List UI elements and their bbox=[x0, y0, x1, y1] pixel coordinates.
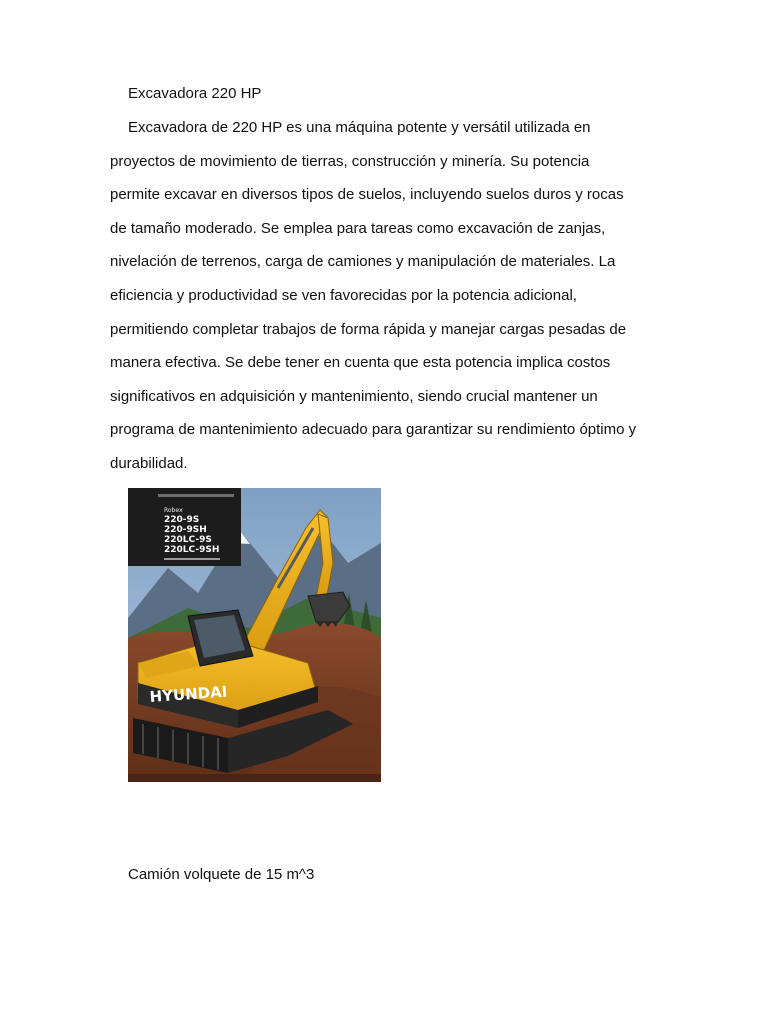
section-title-excavator: Excavadora 220 HP bbox=[128, 85, 262, 102]
paragraph-line: nivelación de terrenos, carga de camiones y manipulación de materiales. La bbox=[110, 253, 616, 271]
excavator-description bbox=[110, 118, 670, 488]
brand-label: HYUNDAI bbox=[149, 682, 228, 706]
paragraph-line: de tamaño moderado. Se emplea para tareas como excavación de zanjas, bbox=[110, 219, 606, 237]
model-label: 220LC-9S bbox=[164, 535, 212, 545]
paragraph-line: manera efectiva. Se debe tener en cuenta que esta potencia implica costos bbox=[110, 354, 611, 372]
paragraph-line: significativos en adquisición y mantenimiento, siendo crucial mantener un bbox=[110, 387, 598, 405]
paragraph-line: programa de mantenimiento adecuado para garantizar su rendimiento óptimo y bbox=[110, 421, 637, 439]
series-label: Robex bbox=[164, 507, 183, 514]
paragraph-line: Excavadora de 220 HP es una máquina potente y versátil utilizada en bbox=[128, 119, 591, 136]
paragraph-line: durabilidad. bbox=[110, 454, 188, 472]
model-label: 220LC-9SH bbox=[164, 545, 220, 555]
model-label: 220-9S bbox=[164, 515, 200, 525]
paragraph-line: eficiencia y productividad se ven favorecidas por la potencia adicional, bbox=[110, 286, 577, 304]
paragraph-line: permite excavar en diversos tipos de suelos, incluyendo suelos duros y rocas bbox=[110, 186, 624, 204]
paragraph-line: permitiendo completar trabajos de forma rápida y manejar cargas pesadas de bbox=[110, 320, 627, 338]
model-label: 220-9SH bbox=[164, 525, 207, 535]
excavator-photo bbox=[128, 488, 381, 782]
section-title-dump-truck: Camión volquete de 15 m^3 bbox=[128, 866, 315, 883]
paragraph-line: proyectos de movimiento de tierras, construcción y minería. Su potencia bbox=[110, 152, 590, 170]
